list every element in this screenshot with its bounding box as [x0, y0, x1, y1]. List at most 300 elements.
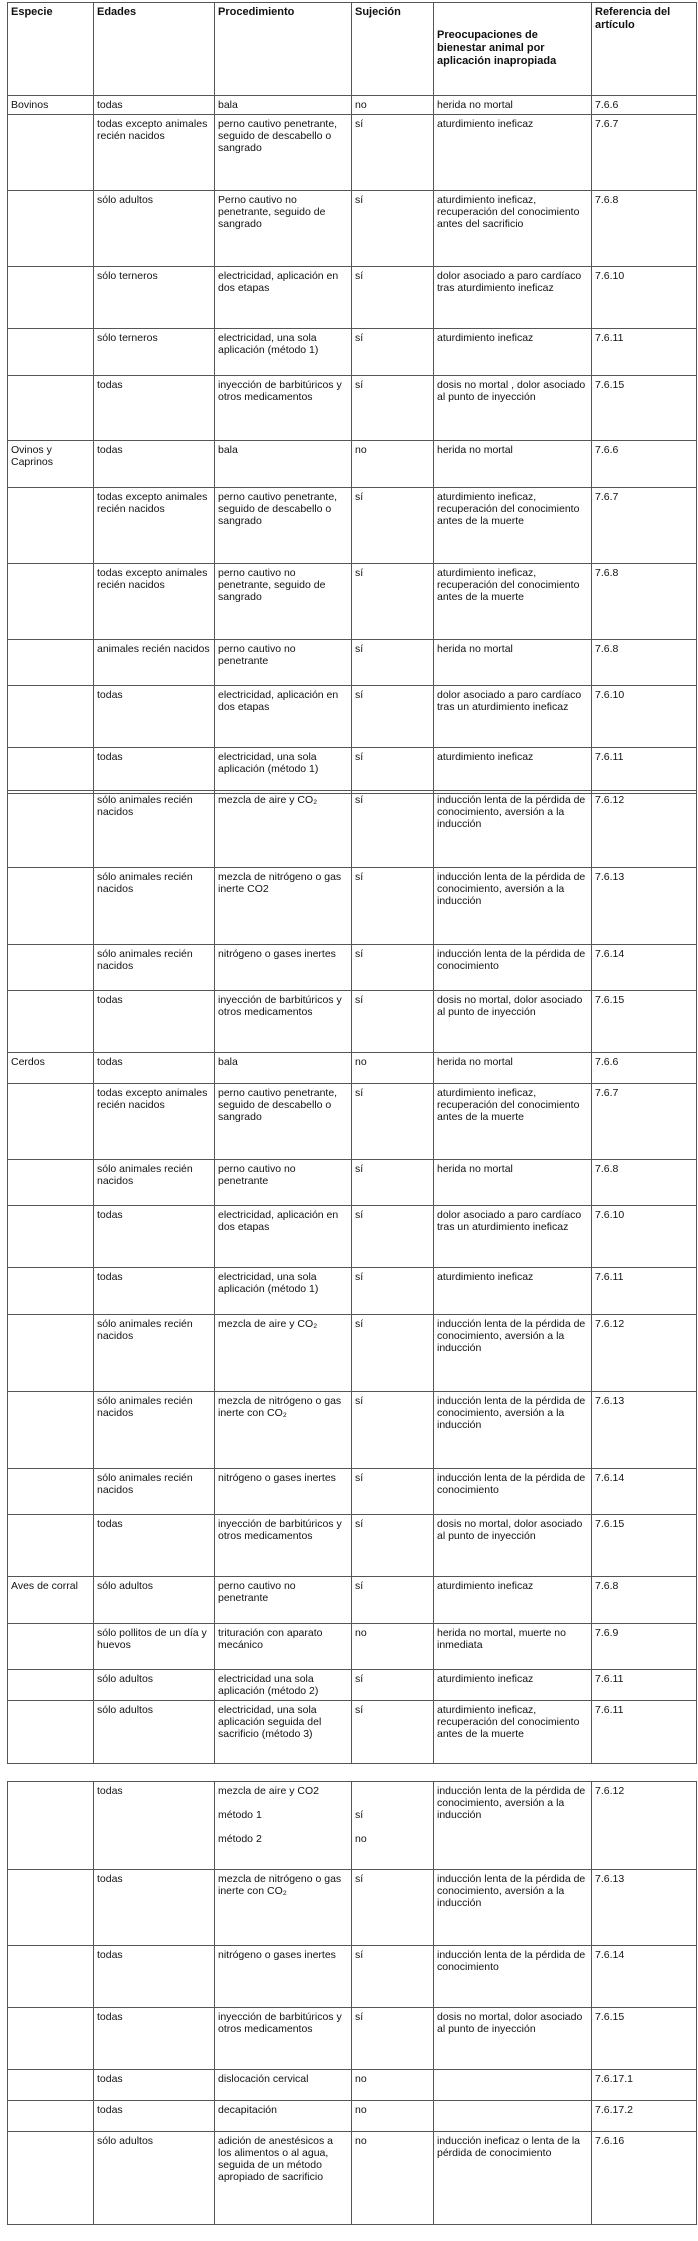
cell-ages-text: todas: [97, 1271, 123, 1283]
cell-concerns: [434, 376, 592, 441]
table-row: [8, 1624, 697, 1670]
cell-procedure: [215, 1782, 352, 1870]
cell-reference-text: 7.6.11: [595, 1673, 624, 1685]
cell-reference: [592, 115, 697, 191]
cell-ages-text: sólo adultos: [97, 194, 154, 206]
cell-restraint: [352, 1315, 434, 1392]
cell-procedure-text: inyección de barbitúricos y otros medicamentos: [218, 994, 342, 1018]
cell-concerns-text: inducción lenta de la pérdida de conocimiento: [437, 1949, 586, 1973]
cell-species: [8, 1392, 94, 1469]
cell-ages: [94, 1515, 215, 1577]
header-concerns-label: Preocupaciones de bienestar animal por aplicación inapropiada: [437, 29, 557, 67]
cell-procedure: [215, 945, 352, 991]
cell-reference: [592, 1870, 697, 1946]
cell-concerns: [434, 1870, 592, 1946]
cell-ages-text: todas: [97, 99, 123, 111]
cell-procedure: [215, 564, 352, 640]
cell-ages-text: sólo terneros: [97, 270, 158, 282]
cell-reference-text: 7.6.14: [595, 1472, 625, 1484]
cell-species-text: Cerdos: [11, 1056, 45, 1068]
cell-restraint: [352, 115, 434, 191]
cell-concerns: [434, 640, 592, 686]
cell-restraint: [352, 96, 434, 115]
cell-restraint-text: no: [355, 2135, 367, 2147]
cell-concerns: [434, 1577, 592, 1624]
cell-ages: [94, 376, 215, 441]
table-row: [8, 1469, 697, 1515]
cell-ages: [94, 1577, 215, 1624]
cell-restraint: [352, 945, 434, 991]
cell-species: [8, 329, 94, 376]
cell-concerns: [434, 1670, 592, 1701]
cell-ages-text: todas: [97, 1785, 123, 1797]
cell-concerns-text: aturdimiento ineficaz: [437, 1673, 534, 1685]
cell-procedure-text: mezcla de aire y CO₂: [218, 794, 318, 806]
table-row: [8, 640, 697, 686]
cell-restraint: [352, 376, 434, 441]
cell-species: [8, 376, 94, 441]
cell-ages-text: sólo pollitos de un día y huevos: [97, 1627, 207, 1651]
cell-reference-text: 7.6.11: [595, 751, 624, 763]
cell-reference-text: 7.6.13: [595, 871, 625, 883]
cell-ages-text: sólo animales recién nacidos: [97, 794, 193, 818]
cell-species-text: Aves de corral: [11, 1580, 78, 1592]
cell-ages: [94, 1870, 215, 1946]
table-segment-1: [7, 2, 697, 794]
cell-reference-text: 7.6.10: [595, 1209, 625, 1221]
cell-concerns: [434, 329, 592, 376]
cell-procedure-text: electricidad, aplicación en dos etapas: [218, 1209, 339, 1233]
cell-restraint: [352, 640, 434, 686]
cell-concerns: [434, 267, 592, 329]
table-row: [8, 2132, 697, 2225]
cell-restraint: [352, 2070, 434, 2101]
cell-procedure-text: nitrógeno o gases inertes: [218, 1949, 336, 1961]
cell-reference-text: 7.6.8: [595, 643, 619, 655]
cell-procedure-text: Perno cautivo no penetrante, seguido de sangrado: [218, 194, 326, 230]
cell-species-text: Ovinos y Caprinos: [11, 444, 54, 468]
cell-concerns: [434, 488, 592, 564]
cell-concerns-text: aturdimiento ineficaz, recuperación del conocimiento antes de la muerte: [437, 567, 580, 603]
cell-procedure: [215, 2132, 352, 2225]
cell-concerns-text: aturdimiento ineficaz, recuperación del conocimiento antes de la muerte: [437, 491, 580, 527]
cell-reference-text: 7.6.17.1: [595, 2073, 633, 2085]
cell-restraint-text: sí: [355, 1580, 364, 1592]
cell-concerns-text: inducción lenta de la pérdida de conocimiento, aversión a la inducción: [437, 1318, 586, 1354]
cell-reference: [592, 1160, 697, 1206]
cell-concerns-text: inducción lenta de la pérdida de conocimiento, aversión a la inducción: [437, 1395, 586, 1431]
cell-species: [8, 1624, 94, 1670]
cell-ages: [94, 1392, 215, 1469]
cell-restraint-text: sí: [355, 270, 364, 282]
cell-procedure-text: mezcla de nitrógeno o gas inerte con CO₂: [218, 1873, 342, 1897]
cell-ages-text: todas excepto animales recién nacidos: [97, 118, 208, 142]
cell-ages: [94, 1206, 215, 1268]
table-row: [8, 564, 697, 640]
table-segment-3: [7, 1781, 697, 2225]
table-row: [8, 267, 697, 329]
cell-ages-text: todas: [97, 1518, 123, 1530]
cell-restraint-text: sí: [355, 1518, 364, 1530]
table-row: [8, 1701, 697, 1764]
cell-concerns: [434, 1701, 592, 1764]
table-segment-2: [7, 790, 697, 1764]
cell-restraint: [352, 686, 434, 748]
cell-ages: [94, 686, 215, 748]
table-row: [8, 1782, 697, 1870]
cell-ages-text: todas excepto animales recién nacidos: [97, 1087, 208, 1111]
table-row: [8, 1315, 697, 1392]
cell-reference: [592, 1392, 697, 1469]
cell-species: [8, 267, 94, 329]
cell-concerns: [434, 1392, 592, 1469]
cell-procedure: [215, 488, 352, 564]
cell-restraint: [352, 1670, 434, 1701]
cell-reference: [592, 686, 697, 748]
cell-ages: [94, 748, 215, 794]
table-row: [8, 1670, 697, 1701]
cell-restraint-text: no: [355, 1627, 367, 1639]
cell-procedure: [215, 191, 352, 267]
cell-restraint-text: sí: [355, 1472, 364, 1484]
table-row: [8, 2101, 697, 2132]
cell-ages: [94, 191, 215, 267]
cell-procedure-text: electricidad, aplicación en dos etapas: [218, 270, 339, 294]
cell-restraint: [352, 1515, 434, 1577]
cell-concerns: [434, 1946, 592, 2008]
cell-species: [8, 2101, 94, 2132]
table-row: [8, 376, 697, 441]
cell-ages: [94, 1946, 215, 2008]
cell-ages: [94, 1670, 215, 1701]
cell-reference-text: 7.6.15: [595, 1518, 625, 1530]
cell-restraint-text: no: [355, 99, 367, 111]
cell-reference-text: 7.6.8: [595, 1163, 619, 1175]
cell-reference-text: 7.6.14: [595, 948, 625, 960]
cell-reference: [592, 441, 697, 488]
cell-restraint-text: sí: [355, 794, 364, 806]
cell-ages: [94, 2101, 215, 2132]
cell-reference: [592, 1084, 697, 1160]
cell-procedure: [215, 1701, 352, 1764]
cell-restraint-text: sí: [355, 1318, 364, 1330]
cell-restraint: [352, 1206, 434, 1268]
cell-concerns-text: dosis no mortal, dolor asociado al punto de inyección: [437, 2011, 583, 2035]
cell-reference-text: 7.6.15: [595, 2011, 625, 2023]
cell-reference: [592, 564, 697, 640]
cell-reference: [592, 488, 697, 564]
table-row: [8, 1946, 697, 2008]
cell-concerns: [434, 2101, 592, 2132]
cell-procedure-text: electricidad una sola aplicación (método 2): [218, 1673, 319, 1697]
cell-ages-text: todas: [97, 1056, 123, 1068]
table-row: [8, 791, 697, 868]
cell-ages-text: todas: [97, 2073, 123, 2085]
cell-procedure-extra: método 1: [218, 1809, 262, 1821]
cell-reference: [592, 640, 697, 686]
cell-ages-text: todas: [97, 751, 123, 763]
cell-species: [8, 1315, 94, 1392]
cell-ages: [94, 96, 215, 115]
cell-reference: [592, 1577, 697, 1624]
cell-procedure-text: perno cautivo no penetrante, seguido de sangrado: [218, 567, 326, 603]
table-row: [8, 2070, 697, 2101]
cell-concerns-text: dolor asociado a paro cardíaco tras aturdimiento ineficaz: [437, 270, 582, 294]
cell-procedure: [215, 2008, 352, 2070]
cell-reference: [592, 1946, 697, 2008]
cell-reference-text: 7.6.13: [595, 1395, 625, 1407]
cell-procedure: [215, 1315, 352, 1392]
cell-concerns-text: herida no mortal: [437, 643, 513, 655]
cell-ages: [94, 991, 215, 1053]
cell-reference-text: 7.6.12: [595, 1785, 625, 1797]
cell-procedure-text: mezcla de nitrógeno o gas inerte CO2: [218, 871, 342, 895]
cell-concerns-text: inducción lenta de la pérdida de conocimiento, aversión a la inducción: [437, 1785, 586, 1821]
cell-reference: [592, 1469, 697, 1515]
cell-ages-text: todas: [97, 1949, 123, 1961]
cell-reference-text: 7.6.11: [595, 1704, 624, 1716]
cell-procedure-text: bala: [218, 1056, 238, 1068]
cell-concerns: [434, 564, 592, 640]
cell-concerns: [434, 1160, 592, 1206]
cell-reference-text: 7.6.9: [595, 1627, 619, 1639]
cell-reference: [592, 991, 697, 1053]
table-row: [8, 1084, 697, 1160]
table-row: [8, 1515, 697, 1577]
cell-concerns-text: dolor asociado a paro cardíaco tras un aturdimiento ineficaz: [437, 689, 582, 713]
cell-procedure-text: electricidad, una sola aplicación (método 1): [218, 1271, 319, 1295]
cell-procedure: [215, 686, 352, 748]
cell-species: [8, 1701, 94, 1764]
cell-restraint: [352, 791, 434, 868]
cell-restraint-text: sí: [355, 1087, 364, 1099]
cell-ages: [94, 564, 215, 640]
cell-procedure: [215, 115, 352, 191]
cell-reference-text: 7.6.16: [595, 2135, 625, 2147]
cell-reference-text: 7.6.10: [595, 689, 625, 701]
cell-species: [8, 1782, 94, 1870]
cell-concerns-text: herida no mortal: [437, 1163, 513, 1175]
cell-concerns: [434, 1053, 592, 1084]
cell-restraint-text: no: [355, 2104, 367, 2116]
cell-restraint-text: sí: [355, 379, 364, 391]
cell-reference: [592, 329, 697, 376]
cell-reference-text: 7.6.12: [595, 1318, 625, 1330]
cell-procedure: [215, 1624, 352, 1670]
cell-reference-text: 7.6.14: [595, 1949, 625, 1961]
cell-species: [8, 991, 94, 1053]
table-row: [8, 1053, 697, 1084]
cell-reference-text: 7.6.8: [595, 567, 619, 579]
cell-procedure-text: inyección de barbitúricos y otros medicamentos: [218, 379, 342, 403]
cell-concerns-text: aturdimiento ineficaz: [437, 751, 534, 763]
header-concerns: [434, 3, 592, 96]
cell-restraint-text: sí: [355, 643, 364, 655]
header-reference: Referencia del artículo: [592, 3, 697, 96]
cell-concerns: [434, 2132, 592, 2225]
cell-reference-text: 7.6.6: [595, 1056, 619, 1068]
cell-reference-text: 7.6.7: [595, 1087, 619, 1099]
cell-procedure: [215, 1084, 352, 1160]
cell-concerns: [434, 1624, 592, 1670]
cell-species: [8, 748, 94, 794]
cell-species: [8, 564, 94, 640]
cell-restraint: [352, 991, 434, 1053]
cell-species: [8, 1160, 94, 1206]
cell-procedure-text: electricidad, una sola aplicación (método 1): [218, 332, 319, 356]
cell-procedure-text: bala: [218, 444, 238, 456]
cell-reference: [592, 1515, 697, 1577]
cell-ages-text: todas: [97, 444, 123, 456]
cell-species: [8, 1469, 94, 1515]
cell-restraint-text: no: [355, 2073, 367, 2085]
cell-ages: [94, 329, 215, 376]
cell-species: [8, 686, 94, 748]
cell-concerns: [434, 1515, 592, 1577]
cell-procedure: [215, 96, 352, 115]
cell-concerns-text: inducción lenta de la pérdida de conocimiento: [437, 1472, 586, 1496]
cell-reference: [592, 1624, 697, 1670]
cell-restraint: [352, 564, 434, 640]
cell-ages: [94, 791, 215, 868]
cell-restraint: [352, 1160, 434, 1206]
cell-reference: [592, 868, 697, 945]
cell-reference: [592, 791, 697, 868]
cell-ages: [94, 441, 215, 488]
cell-restraint: [352, 1392, 434, 1469]
cell-ages: [94, 267, 215, 329]
cell-concerns-text: inducción lenta de la pérdida de conocimiento, aversión a la inducción: [437, 794, 586, 830]
cell-restraint: [352, 1946, 434, 2008]
cell-ages: [94, 1701, 215, 1764]
cell-reference: [592, 945, 697, 991]
cell-ages: [94, 1624, 215, 1670]
cell-species: [8, 868, 94, 945]
cell-concerns-text: dosis no mortal, dolor asociado al punto de inyección: [437, 994, 583, 1018]
cell-restraint-text: no: [355, 444, 367, 456]
cell-concerns-text: herida no mortal: [437, 444, 513, 456]
cell-concerns: [434, 1084, 592, 1160]
cell-procedure-text: inyección de barbitúricos y otros medicamentos: [218, 2011, 342, 2035]
cell-restraint-text: sí: [355, 194, 364, 206]
cell-reference: [592, 2008, 697, 2070]
cell-procedure: [215, 748, 352, 794]
table-row: [8, 1870, 697, 1946]
cell-reference: [592, 267, 697, 329]
cell-procedure: [215, 267, 352, 329]
cell-concerns-text: inducción lenta de la pérdida de conocimiento: [437, 948, 586, 972]
cell-reference-text: 7.6.15: [595, 994, 625, 1006]
cell-concerns: [434, 868, 592, 945]
cell-procedure-text: mezcla de nitrógeno o gas inerte con CO₂: [218, 1395, 342, 1419]
cell-reference-text: 7.6.6: [595, 444, 619, 456]
table-header-row: [8, 3, 697, 96]
cell-restraint-text: no: [355, 1056, 367, 1068]
cell-procedure-text: trituración con aparato mecánico: [218, 1627, 323, 1651]
cell-restraint-text: sí: [355, 1209, 364, 1221]
cell-ages-text: sólo terneros: [97, 332, 158, 344]
cell-reference-text: 7.6.8: [595, 194, 619, 206]
cell-concerns-text: aturdimiento ineficaz: [437, 1271, 534, 1283]
cell-procedure-text: mezcla de aire y CO2: [218, 1785, 319, 1797]
cell-ages-text: sólo animales recién nacidos: [97, 1395, 193, 1419]
cell-restraint: [352, 1268, 434, 1315]
cell-concerns: [434, 1782, 592, 1870]
cell-species: [8, 1206, 94, 1268]
cell-ages: [94, 945, 215, 991]
cell-procedure-text: nitrógeno o gases inertes: [218, 948, 336, 960]
table-row: [8, 1206, 697, 1268]
cell-species: [8, 791, 94, 868]
cell-procedure: [215, 1946, 352, 2008]
cell-procedure: [215, 1469, 352, 1515]
cell-restraint-extra: no: [355, 1833, 367, 1845]
header-restraint: Sujeción: [352, 3, 434, 96]
cell-ages-text: todas: [97, 994, 123, 1006]
cell-restraint-text: sí: [355, 332, 364, 344]
cell-restraint: [352, 1701, 434, 1764]
cell-reference: [592, 1315, 697, 1392]
cell-procedure: [215, 1053, 352, 1084]
cell-procedure-text: adición de anestésicos a los alimentos o al agua, seguida de un método apropiado de sacrificio: [218, 2135, 333, 2183]
cell-concerns-text: aturdimiento ineficaz, recuperación del conocimiento antes del sacrificio: [437, 194, 580, 230]
cell-restraint: [352, 1469, 434, 1515]
cell-concerns: [434, 1268, 592, 1315]
cell-restraint: [352, 267, 434, 329]
cell-ages-text: sólo animales recién nacidos: [97, 1163, 193, 1187]
cell-restraint: [352, 488, 434, 564]
cell-procedure-extra: método 2: [218, 1833, 262, 1845]
cell-species: [8, 1084, 94, 1160]
cell-procedure: [215, 1206, 352, 1268]
cell-procedure-text: inyección de barbitúricos y otros medicamentos: [218, 1518, 342, 1542]
cell-procedure: [215, 1670, 352, 1701]
cell-ages: [94, 2070, 215, 2101]
cell-ages: [94, 1315, 215, 1392]
cell-ages-text: sólo adultos: [97, 1580, 154, 1592]
cell-species: [8, 441, 94, 488]
cell-concerns-text: aturdimiento ineficaz, recuperación del conocimiento antes de la muerte: [437, 1704, 580, 1740]
cell-species: [8, 1577, 94, 1624]
cell-ages-text: sólo adultos: [97, 1704, 154, 1716]
cell-restraint: [352, 2101, 434, 2132]
cell-procedure-text: perno cautivo penetrante, seguido de descabello o sangrado: [218, 118, 338, 154]
cell-species: [8, 2132, 94, 2225]
cell-concerns: [434, 1469, 592, 1515]
table-row: [8, 748, 697, 794]
cell-ages-text: sólo animales recién nacidos: [97, 1318, 193, 1342]
cell-ages-text: animales recién nacidos: [97, 643, 210, 655]
cell-procedure: [215, 441, 352, 488]
cell-ages-text: todas: [97, 2011, 123, 2023]
cell-ages-text: todas excepto animales recién nacidos: [97, 567, 208, 591]
cell-concerns: [434, 748, 592, 794]
cell-ages: [94, 640, 215, 686]
cell-procedure-text: perno cautivo penetrante, seguido de descabello o sangrado: [218, 1087, 338, 1123]
header-ages: Edades: [94, 3, 215, 96]
cell-species: [8, 1053, 94, 1084]
cell-ages-text: todas: [97, 1873, 123, 1885]
cell-procedure: [215, 1577, 352, 1624]
cell-ages-text: sólo animales recién nacidos: [97, 871, 193, 895]
cell-procedure: [215, 1870, 352, 1946]
cell-restraint: [352, 2008, 434, 2070]
cell-reference: [592, 2070, 697, 2101]
cell-restraint: [352, 1782, 434, 1870]
cell-procedure-text: mezcla de aire y CO₂: [218, 1318, 318, 1330]
cell-ages-text: todas: [97, 689, 123, 701]
cell-species: [8, 2070, 94, 2101]
